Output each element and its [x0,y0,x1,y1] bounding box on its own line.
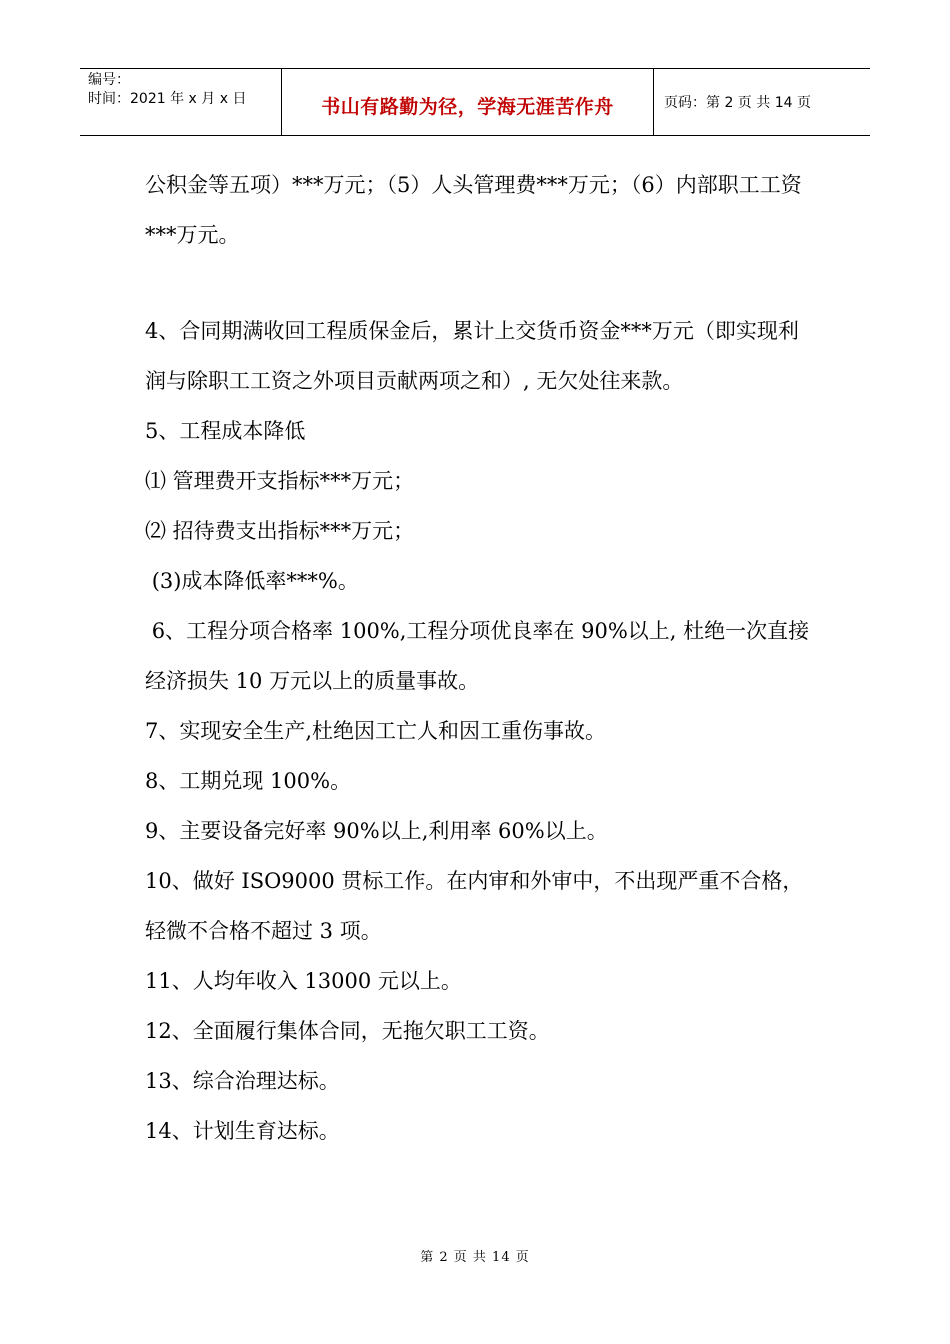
paragraph-subitem-1: ⑴ 管理费开支指标***万元； [145,469,415,493]
header-motto: 书山有路勤为径，学海无涯苦作舟 [321,95,614,118]
paragraph-item-5: 5、工程成本降低 [145,419,306,443]
paragraph-item-4: 4、合同期满收回工程质保金后，累计上交货币资金***万元（即实现利润与除职工工资之外项目贡献两项之和）, 无欠处往来款。 [145,319,799,393]
document-number-label: 编号： [88,72,130,88]
paragraph-item-11: 11、人均年收入 13000 元以上。 [145,969,462,993]
paragraph-item-7: 7、实现安全生产,杜绝因工亡人和因工重伤事故。 [145,719,607,743]
paragraph-subitem-3: (3)成本降低率***%。 [145,569,359,593]
header-page-number: 页码：第 2 页 共 14 页 [664,95,811,111]
paragraph-item-6: 6、工程分项合格率 100%,工程分项优良率在 90%以上, 杜绝一次直接经济损失 10 万元以上的质量事故。 [145,619,810,693]
paragraph-item-10: 10、做好 ISO9000 贯标工作。在内审和外审中，不出现严重不合格，轻微不合格不超过 3 项。 [145,869,804,943]
footer-page-number: 第 2 页 共 14 页 [420,1250,530,1265]
paragraph-item-9: 9、主要设备完好率 90%以上,利用率 60%以上。 [145,819,608,843]
paragraph-continuation: 公积金等五项）***万元；（5）人头管理费***万元；（6）内部职工工资***万元。 [145,173,802,247]
paragraph-subitem-2: ⑵ 招待费支出指标***万元； [145,519,415,543]
page-footer [0,1246,950,1265]
header-meta [80,69,281,135]
paragraph-item-13: 13、综合治理达标。 [145,1069,340,1093]
paragraph-item-12: 12、全面履行集体合同，无拖欠职工工资。 [145,1019,550,1043]
header-page-info [654,69,870,135]
document-body [145,160,810,1156]
header-motto-cell [281,69,654,135]
paragraph-item-8: 8、工期兑现 100%。 [145,769,352,793]
page-header [80,68,870,136]
document-date: 时间：2021 年 x 月 x 日 [88,91,247,107]
paragraph-item-14: 14、计划生育达标。 [145,1119,340,1143]
